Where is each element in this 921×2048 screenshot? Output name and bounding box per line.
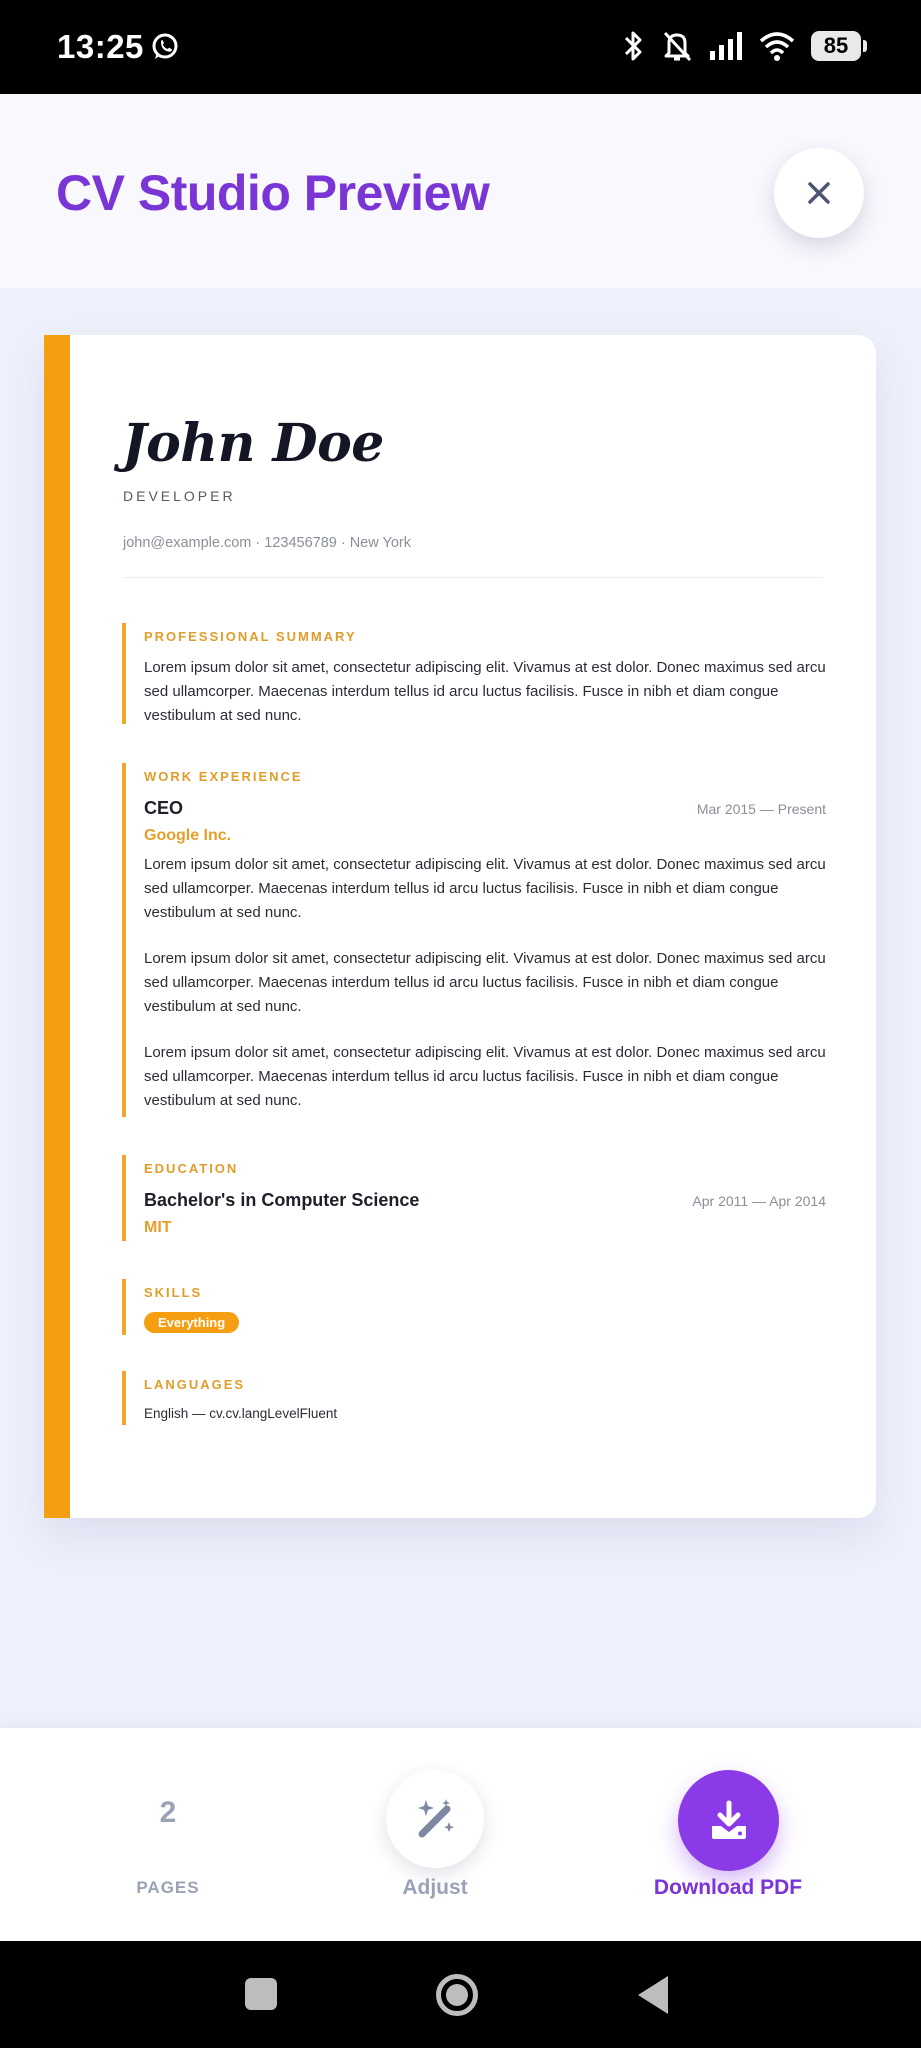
work-entry-head: [144, 798, 826, 819]
bell-off-icon: [661, 29, 693, 63]
download-pdf-label[interactable]: Download PDF: [653, 1876, 803, 1899]
adjust-label[interactable]: Adjust: [402, 1876, 468, 1899]
cv-divider: [123, 577, 823, 578]
status-icons: [623, 26, 861, 66]
pages-count: 2: [159, 1796, 177, 1829]
close-icon: [807, 181, 831, 205]
system-nav-bar: [0, 1941, 921, 2048]
summary-section: [122, 623, 826, 724]
cv-name: John Doe: [122, 413, 384, 474]
magic-wand-icon: [412, 1796, 458, 1842]
skill-chip: Everything: [144, 1312, 239, 1333]
pages-label: PAGES: [136, 1878, 200, 1897]
wifi-icon: [759, 31, 795, 61]
summary-text: Lorem ipsum dolor sit amet, consectetur adipiscing elit. Vivamus at est dolor. Donec maximus sed arcu sed ullamcorper. Maecenas interdum tellus id arcu luctus facilisis. Fusce in nibh et diam congue vestibulum at sed nunc.: [144, 659, 826, 724]
battery-level: 85: [823, 33, 849, 58]
battery-icon: [811, 31, 861, 61]
page-title: CV Studio Preview: [56, 165, 490, 221]
signal-icon: [709, 31, 743, 61]
language-line: English — cv.cv.langLevelFluent: [144, 1406, 338, 1421]
whatsapp-icon: [150, 32, 180, 62]
section-title: SKILLS: [144, 1285, 203, 1300]
job-dates: Mar 2015 — Present: [696, 801, 826, 817]
company-name: Google Inc.: [144, 827, 232, 844]
back-icon[interactable]: [638, 1976, 668, 2014]
section-title: WORK EXPERIENCE: [144, 769, 303, 784]
status-time: 13:25: [57, 28, 144, 65]
close-button[interactable]: [774, 148, 864, 238]
cv-contact: john@example.com · 123456789 · New York: [123, 535, 411, 551]
languages-section: [122, 1371, 826, 1425]
adjust-button[interactable]: [386, 1770, 484, 1868]
job-title: CEO: [144, 798, 184, 818]
bottom-toolbar: [0, 1728, 921, 1941]
job-description: Lorem ipsum dolor sit amet, consectetur adipiscing elit. Vivamus at est dolor. Donec maximus sed arcu sed ullamcorper. Maecenas interdum tellus id arcu luctus facilisis. Fusce in nibh et diam congue vestibulum at sed nunc.: [144, 1044, 826, 1109]
degree-title: Bachelor's in Computer Science: [144, 1190, 420, 1210]
job-description: Lorem ipsum dolor sit amet, consectetur adipiscing elit. Vivamus at est dolor. Donec maximus sed arcu sed ullamcorper. Maecenas interdum tellus id arcu luctus facilisis. Fusce in nibh et diam congue vestibulum at sed nunc.: [144, 856, 826, 921]
cv-role: DEVELOPER: [123, 488, 236, 504]
cv-accent-bar: [44, 335, 70, 1518]
download-icon: [707, 1799, 751, 1843]
recent-apps-icon[interactable]: [245, 1978, 277, 2010]
download-pdf-button[interactable]: [678, 1770, 779, 1871]
skills-section: [122, 1279, 826, 1335]
bluetooth-icon: [623, 29, 645, 63]
school-name: MIT: [144, 1219, 172, 1236]
education-section: [122, 1155, 826, 1241]
app-header: [0, 94, 921, 288]
education-entry-head: [144, 1190, 826, 1211]
home-icon[interactable]: [436, 1974, 478, 2016]
work-section: [122, 763, 826, 1117]
preview-area[interactable]: [0, 288, 921, 1728]
section-title: EDUCATION: [144, 1161, 239, 1176]
cv-page: [44, 335, 876, 1518]
status-bar: [0, 0, 921, 94]
section-title: PROFESSIONAL SUMMARY: [144, 629, 357, 644]
section-title: LANGUAGES: [144, 1377, 246, 1392]
job-description: Lorem ipsum dolor sit amet, consectetur adipiscing elit. Vivamus at est dolor. Donec maximus sed arcu sed ullamcorper. Maecenas interdum tellus id arcu luctus facilisis. Fusce in nibh et diam congue vestibulum at sed nunc.: [144, 950, 826, 1015]
education-dates: Apr 2011 — Apr 2014: [692, 1193, 826, 1209]
